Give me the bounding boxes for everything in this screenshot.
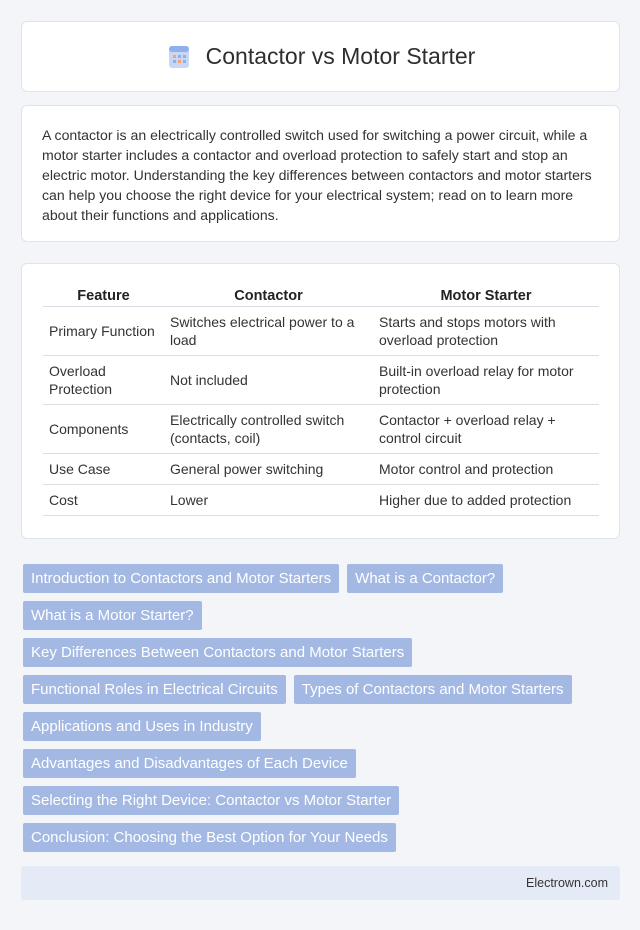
column-header-contactor: Contactor: [164, 284, 373, 307]
document-grid-icon: [166, 44, 192, 70]
page-title: Contactor vs Motor Starter: [205, 43, 476, 69]
table-cell: Primary Function: [43, 307, 164, 356]
table-cell: Motor control and protection: [373, 454, 599, 485]
link-introduction[interactable]: Introduction to Contactors and Motor Starters: [23, 564, 339, 593]
link-applications[interactable]: Applications and Uses in Industry: [23, 712, 261, 741]
link-row: [23, 601, 623, 630]
table-row: [43, 356, 599, 405]
table-cell: Built-in overload relay for motor protection: [373, 356, 599, 405]
table-cell: Higher due to added protection: [373, 485, 599, 516]
link-key-differences[interactable]: Key Differences Between Contactors and Motor Starters: [23, 638, 412, 667]
link-row: [23, 712, 623, 741]
intro-text: A contactor is an electrically controlled switch used for switching a power circuit, while a motor starter includes a contactor and overload protection to safely start and stop an electric motor. Understanding the key differences between contactors and motor starters can help you choose the right device for your electrical system; read on to learn more about their functions and applications.: [42, 127, 592, 223]
link-row: [23, 564, 623, 593]
table-cell: Use Case: [43, 454, 164, 485]
table-cell: Lower: [164, 485, 373, 516]
topic-links: [23, 564, 623, 860]
table-cell: Contactor + overload relay + control circuit: [373, 405, 599, 454]
comparison-table: [43, 284, 599, 516]
link-what-is-contactor[interactable]: What is a Contactor?: [347, 564, 503, 593]
column-header-motor-starter: Motor Starter: [373, 284, 599, 307]
column-header-feature: Feature: [43, 284, 164, 307]
link-row: [23, 823, 623, 852]
link-conclusion[interactable]: Conclusion: Choosing the Best Option for Your Needs: [23, 823, 396, 852]
table-cell: General power switching: [164, 454, 373, 485]
table-row: [43, 454, 599, 485]
table-row: [43, 307, 599, 356]
link-row: [23, 786, 623, 815]
table-cell: Components: [43, 405, 164, 454]
link-functional-roles[interactable]: Functional Roles in Electrical Circuits: [23, 675, 286, 704]
link-types[interactable]: Types of Contactors and Motor Starters: [294, 675, 572, 704]
table-cell: Cost: [43, 485, 164, 516]
table-row: [43, 485, 599, 516]
link-what-is-motor-starter[interactable]: What is a Motor Starter?: [23, 601, 202, 630]
link-row: [23, 675, 623, 704]
table-header-row: [43, 284, 599, 307]
title-card: [21, 21, 620, 92]
table-cell: Not included: [164, 356, 373, 405]
table-cell: Electrically controlled switch (contacts, coil): [164, 405, 373, 454]
link-row: [23, 638, 623, 667]
comparison-table-card: [21, 263, 620, 539]
table-cell: Overload Protection: [43, 356, 164, 405]
footer-site-name[interactable]: Electrown.com: [526, 876, 608, 890]
intro-card: [21, 105, 620, 242]
table-row: [43, 405, 599, 454]
footer: [21, 866, 620, 900]
table-cell: Starts and stops motors with overload protection: [373, 307, 599, 356]
link-row: [23, 749, 623, 778]
table-cell: Switches electrical power to a load: [164, 307, 373, 356]
link-selecting[interactable]: Selecting the Right Device: Contactor vs Motor Starter: [23, 786, 399, 815]
link-advantages[interactable]: Advantages and Disadvantages of Each Device: [23, 749, 356, 778]
